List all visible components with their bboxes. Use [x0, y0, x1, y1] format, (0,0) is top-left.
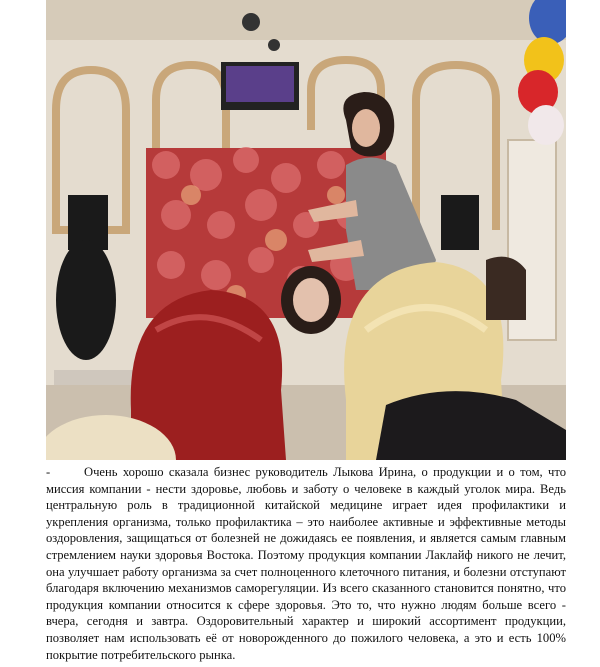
photo-illustration-icon	[46, 0, 566, 460]
article-text	[46, 464, 566, 663]
article-paragraph	[46, 464, 566, 663]
paragraph-text: Очень хорошо сказала бизнес руководитель Лыкова Ирина, о продукции и о том, что миссия компании - нести здоровье, любовь и заботу о человеке в каждый уголок мира. Ведь центральную роль в традиционной китайской медицине играет идея профилактики и укрепления организма, только профилактика – это наиболее активные и эффективные методы оздоровления, защищаться от болезней не дожидаясь ее появления, и является самым главным стремлением науки здоровья Востока. Поэтому продукция компании Лаклайф никого не лечит, она улучшает работу организма за счет полноценного клеточного питания, и болезни отступают благодаря включению механизмов саморегуляции. Из всего сказанного становится понятно, что продукция компании относится к сфере здоровья. Это то, что нужно людям больше всего - вчера, сегодня и завтра. Оздоровительный характер и широкий ассортимент продукции, позволяет нам использовать её от новорожденного до пожилого человека, а это и есть 100% покрытие потребительского рынка.	[46, 465, 566, 662]
bullet-dash: -	[46, 465, 51, 479]
event-photo	[46, 0, 566, 460]
